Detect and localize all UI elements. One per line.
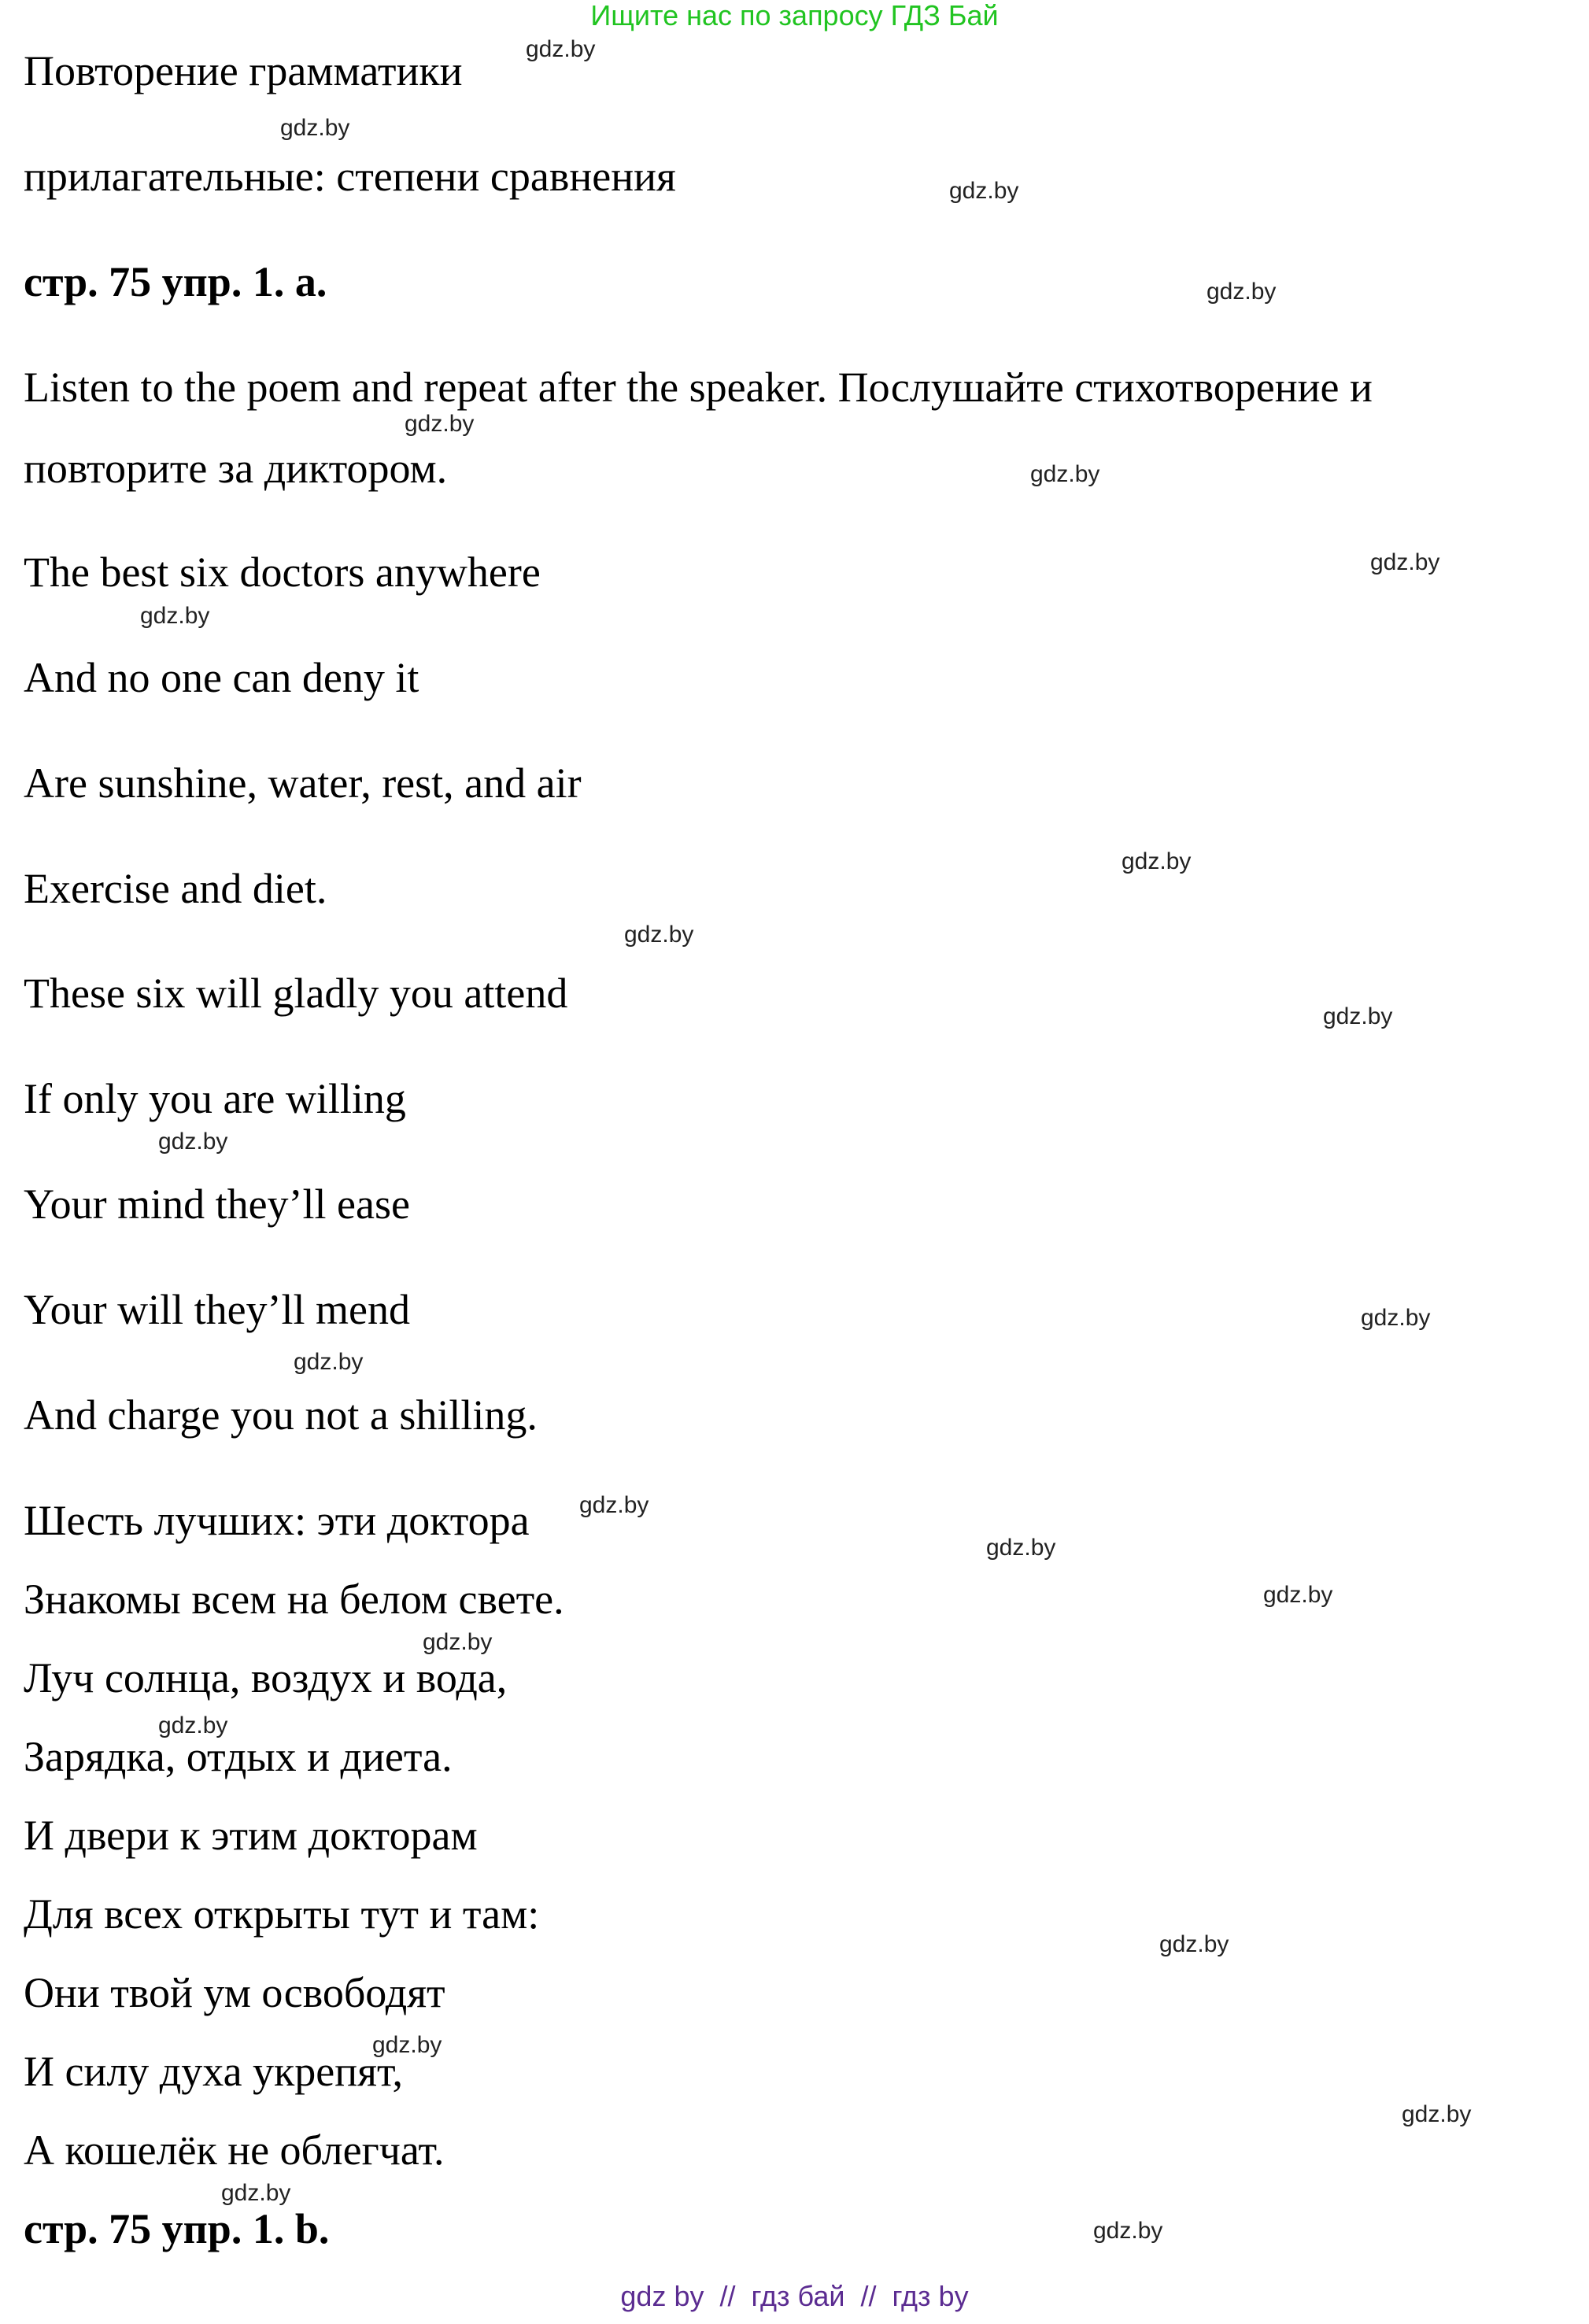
watermark: gdz.by [1159, 1931, 1229, 1957]
translation-line-8: И силу духа укрепят, [24, 2048, 404, 2095]
translation-line-2: Знакомы всем на белом свете. [24, 1576, 564, 1623]
instruction-line-2: повторите за диктором. [24, 445, 448, 492]
translation-line-9: А кошелёк не облегчат. [24, 2126, 445, 2174]
exercise-heading-a: стр. 75 упр. 1. а. [24, 258, 327, 305]
poem-line-2: And no one can deny it [24, 654, 419, 701]
translation-line-1: Шесть лучших: эти доктора [24, 1497, 530, 1544]
translation-line-5: И двери к этим докторам [24, 1812, 478, 1859]
watermark: gdz.by [1207, 279, 1277, 305]
watermark: gdz.by [1093, 2218, 1163, 2244]
watermark: gdz.by [949, 178, 1019, 204]
translation-line-3: Луч солнца, воздух и вода, [24, 1654, 508, 1701]
watermark: gdz.by [624, 922, 694, 948]
watermark: gdz.by [158, 1129, 228, 1155]
watermark: gdz.by [140, 603, 210, 629]
poem-line-9: And charge you not a shilling. [24, 1391, 538, 1439]
exercise-heading-b: стр. 75 упр. 1. b. [24, 2205, 330, 2252]
watermark: gdz.by [158, 1713, 228, 1738]
poem-line-7: Your mind they’ll ease [24, 1180, 410, 1228]
watermark: gdz.by [579, 1492, 649, 1518]
translation-line-6: Для всех открыты тут и там: [24, 1890, 540, 1938]
translation-line-7: Они твой ум освободят [24, 1969, 445, 2016]
poem-line-1: The best six doctors anywhere [24, 549, 541, 596]
watermark: gdz.by [1370, 549, 1440, 575]
watermark: gdz.by [1402, 2101, 1472, 2127]
translation-line-4: Зарядка, отдых и диета. [24, 1733, 453, 1780]
watermark: gdz.by [1030, 461, 1100, 487]
footer-separator: // [719, 2280, 736, 2312]
poem-line-4: Exercise and diet. [24, 865, 327, 912]
watermark: gdz.by [1263, 1582, 1333, 1608]
section-title: Повторение грамматики [24, 47, 463, 94]
watermark: gdz.by [405, 411, 475, 437]
watermark: gdz.by [423, 1629, 493, 1655]
watermark: gdz.by [1122, 848, 1192, 874]
footer-link-gdz-by[interactable]: gdz by [620, 2280, 704, 2312]
watermark: gdz.by [526, 36, 596, 62]
instruction-line-1: Listen to the poem and repeat after the speaker. Послушайте стихотворение и [24, 364, 1373, 411]
footer-link-gdz-bai[interactable]: гдз бай [751, 2280, 845, 2312]
footer-separator: // [860, 2280, 877, 2312]
watermark: gdz.by [1361, 1305, 1431, 1331]
poem-line-6: If only you are willing [24, 1075, 406, 1122]
footer-links [0, 2279, 1589, 2314]
search-banner: Ищите нас по запросу ГДЗ Бай [590, 0, 999, 31]
poem-line-5: These six will gladly you attend [24, 970, 568, 1017]
watermark: gdz.by [372, 2032, 442, 2058]
watermark: gdz.by [221, 2180, 291, 2206]
watermark: gdz.by [294, 1349, 364, 1375]
watermark: gdz.by [280, 115, 350, 141]
watermark: gdz.by [986, 1535, 1056, 1561]
section-subtitle: прилагательные: степени сравнения [24, 153, 676, 200]
watermark: gdz.by [1323, 1003, 1393, 1029]
poem-line-3: Are sunshine, water, rest, and air [24, 759, 582, 807]
poem-line-8: Your will they’ll mend [24, 1286, 411, 1333]
footer-link-gdz-by-cyr[interactable]: гдз by [892, 2280, 969, 2312]
